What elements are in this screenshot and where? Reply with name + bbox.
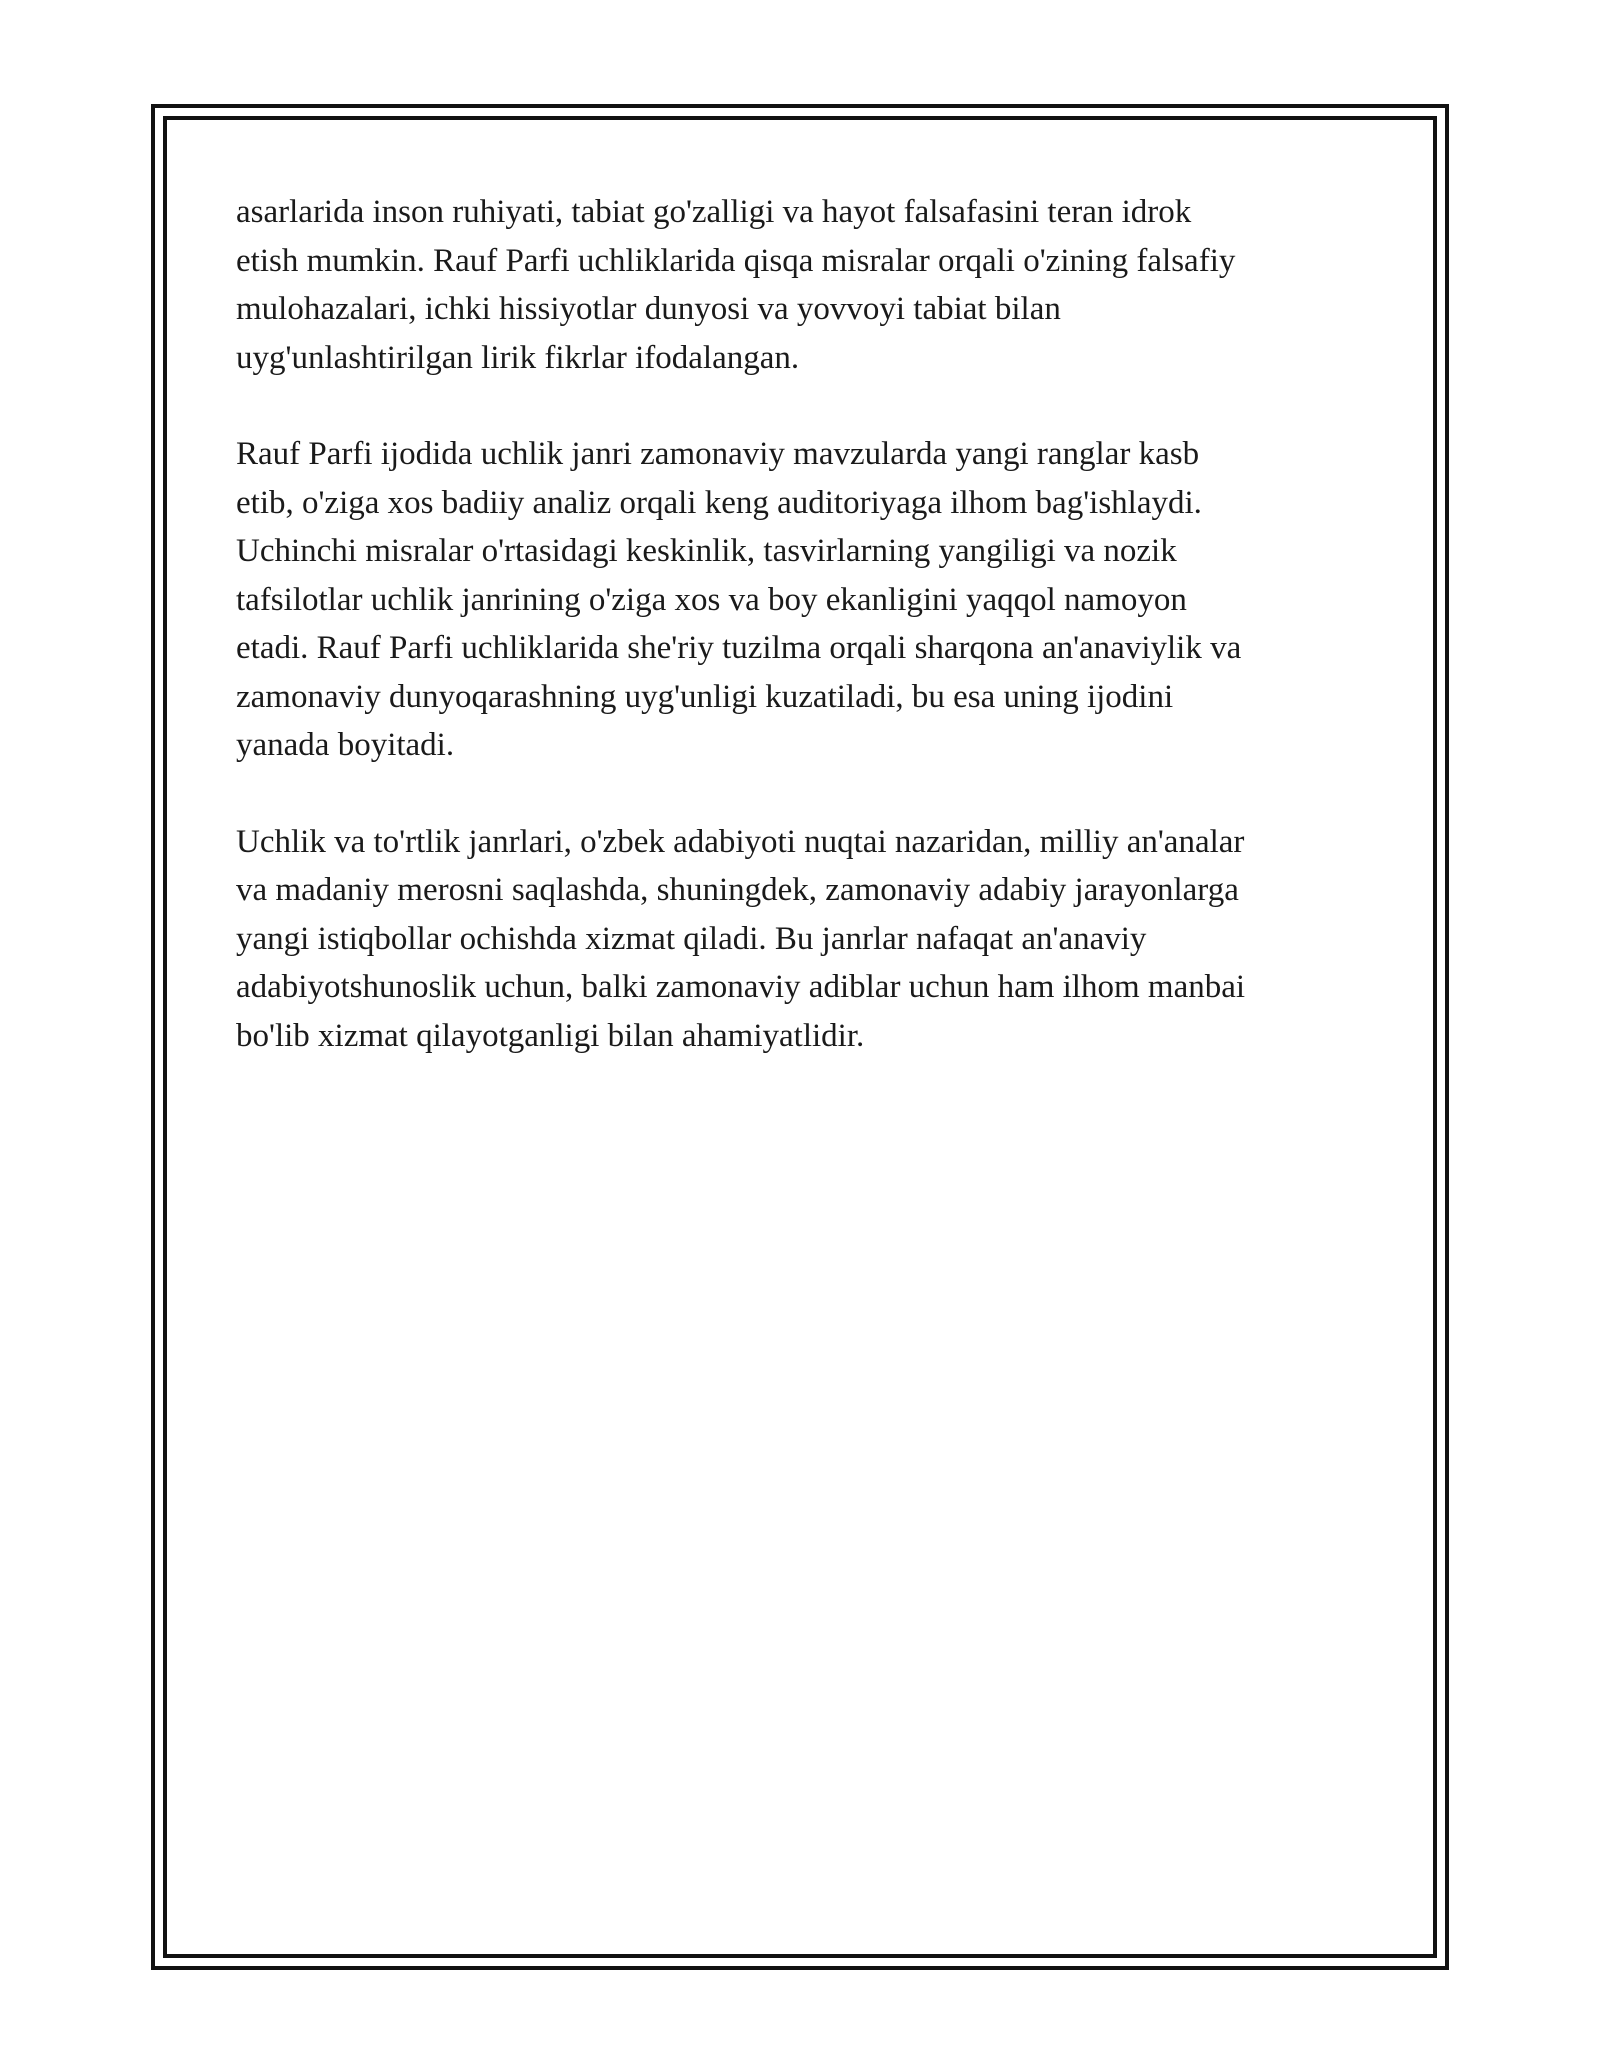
text-line: etadi. Rauf Parfi uchliklarida she'riy tuzilma orqali sharqona an'anaviylik va <box>236 630 1242 666</box>
text-line: zamonaviy dunyoqarashning uyg'unligi kuzatiladi, bu esa uning ijodini <box>236 678 1174 715</box>
paragraph-3 <box>236 818 1371 1061</box>
text-line: yanada boyitadi. <box>236 727 455 763</box>
text-line: adabiyotshunoslik uchun, balki zamonaviy adiblar uchun ham ilhom manbai <box>236 969 1246 1005</box>
text-line: asarlarida inson ruhiyati, tabiat go'zalligi va hayot falsafasini teran idrok <box>236 194 1192 230</box>
document-body <box>236 188 1371 1108</box>
text-line: Rauf Parfi ijodida uchlik janri zamonaviy mavzularda yangi ranglar kasb <box>236 436 1200 472</box>
paragraph-1 <box>236 188 1371 382</box>
text-line: uyg'unlashtirilgan lirik fikrlar ifodalangan. <box>236 339 800 376</box>
text-line: mulohazalari, ichki hissiyotlar dunyosi va yovvoyi tabiat bilan <box>236 291 1061 327</box>
text-line: Uchlik va to'rtlik janrlari, o'zbek adabiyoti nuqtai nazaridan, milliy an'analar <box>236 823 1245 860</box>
text-line: etib, o'ziga xos badiiy analiz orqali keng auditoriyaga ilhom bag'ishlaydi. <box>236 484 1202 521</box>
text-line: etish mumkin. Rauf Parfi uchliklarida qisqa misralar orqali o'zining falsafiy <box>236 242 1236 279</box>
text-line: yangi istiqbollar ochishda xizmat qiladi. Bu janrlar nafaqat an'anaviy <box>236 920 1147 957</box>
paragraph-2 <box>236 430 1371 770</box>
text-line: bo'lib xizmat qilayotganligi bilan ahamiyatlidir. <box>236 1017 865 1054</box>
text-line: va madaniy merosni saqlashda, shuningdek, zamonaviy adabiy jarayonlarga <box>236 872 1239 908</box>
text-line: tafsilotlar uchlik janrining o'ziga xos va boy ekanligini yaqqol namoyon <box>236 581 1187 618</box>
text-line: Uchinchi misralar o'rtasidagi keskinlik, tasvirlarning yangiligi va nozik <box>236 533 1177 569</box>
